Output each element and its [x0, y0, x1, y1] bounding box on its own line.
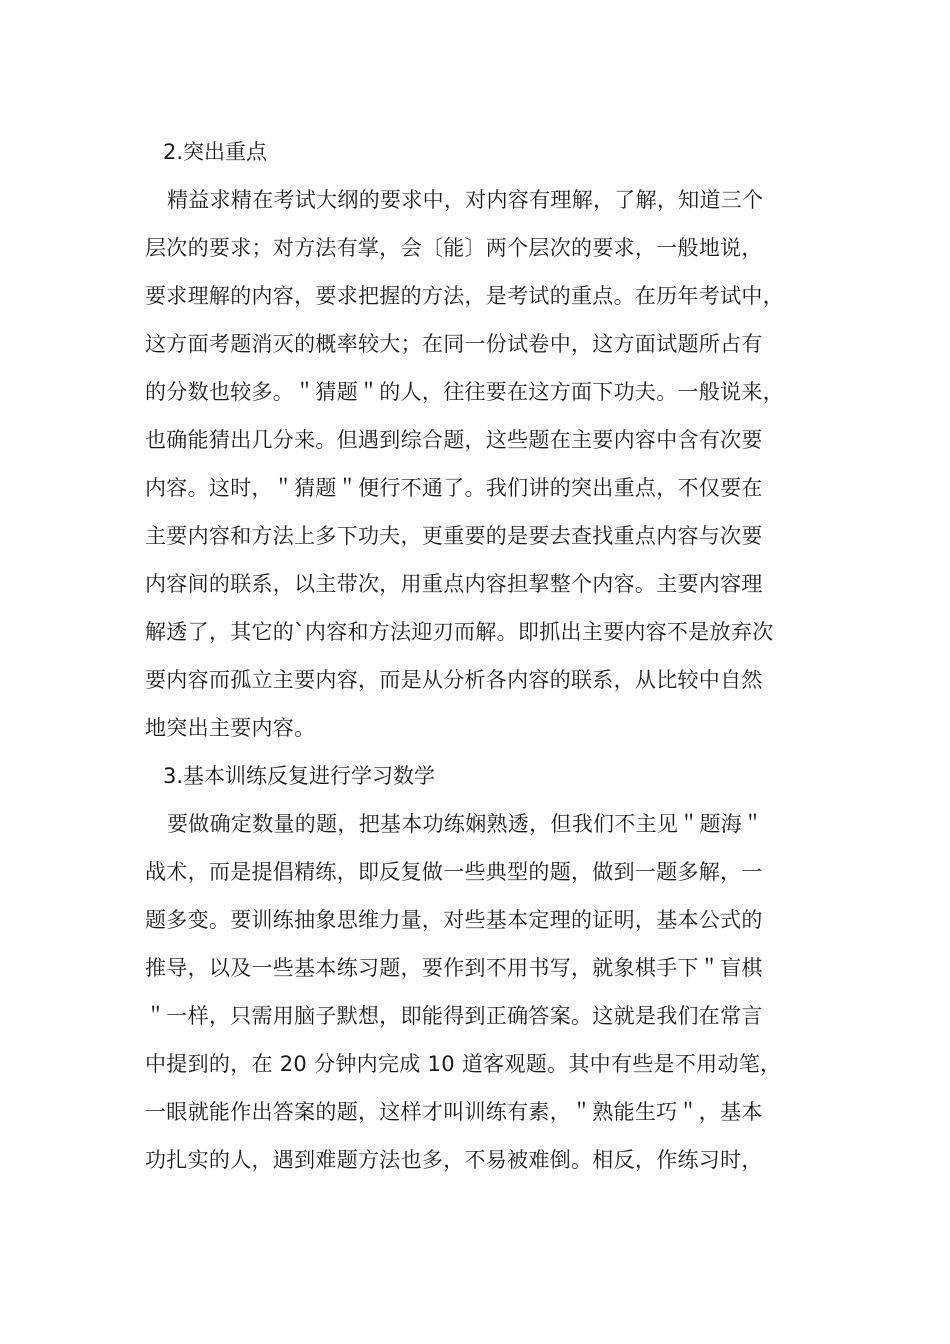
paragraph-line: 一眼就能作出答案的题，这样才叫训练有素，＂熟能生巧＂，基本 — [145, 1100, 763, 1124]
document-page — [145, 128, 825, 1184]
paragraph-line: 精益求精在考试大纲的要求中，对内容有理解，了解，知道三个 — [167, 188, 764, 212]
paragraph-line: 功扎实的人，遇到难题方法也多，不易被难倒。相反，作练习时， — [145, 1148, 763, 1172]
section-2-heading: 2.突出重点 — [163, 140, 268, 164]
section-3-body — [145, 800, 825, 1184]
paragraph-line: 中提到的，在 20 分钟内完成 10 道客观题。其中有些是不用动笔， — [145, 1052, 782, 1076]
paragraph-line: 内容间的联系，以主带次，用重点内容担挈整个内容。主要内容理 — [145, 572, 763, 596]
paragraph-line: 内容。这时，＂猜题＂便行不通了。我们讲的突出重点，不仅要在 — [145, 476, 763, 500]
paragraph-line: 地突出主要内容。 — [145, 716, 316, 740]
paragraph-line: 这方面考题消灭的概率较大；在同一份试卷中，这方面试题所占有 — [145, 332, 763, 356]
paragraph-line: 要做确定数量的题，把基本功练娴熟透，但我们不主见＂题海＂ — [167, 812, 764, 836]
paragraph-line: 战术，而是提倡精练，即反复做一些典型的题，做到一题多解，一 — [145, 860, 763, 884]
paragraph-line: 也确能猜出几分来。但遇到综合题，这些题在主要内容中含有次要 — [145, 428, 763, 452]
section-3-heading: 3.基本训练反复进行学习数学 — [163, 764, 436, 788]
paragraph-line: 要内容而孤立主要内容，而是从分析各内容的联系，从比较中自然 — [145, 668, 763, 692]
paragraph-line: 的分数也较多。＂猜题＂的人，往往要在这方面下功夫。一般说来， — [145, 380, 784, 404]
section-2-body — [145, 176, 825, 752]
paragraph-line: 解透了，其它的`内容和方法迎刃而解。即抓出主要内容不是放弃次 — [145, 620, 774, 644]
paragraph-line: 要求理解的内容，要求把握的方法，是考试的重点。在历年考试中， — [145, 284, 784, 308]
paragraph-line: 主要内容和方法上多下功夫，更重要的是要去查找重点内容与次要 — [145, 524, 763, 548]
paragraph-line: 推导，以及一些基本练习题，要作到不用书写，就象棋手下＂盲棋 — [145, 956, 763, 980]
paragraph-line: ＂一样，只需用脑子默想，即能得到正确答案。这就是我们在常言 — [145, 1004, 763, 1028]
paragraph-line: 题多变。要训练抽象思维力量，对些基本定理的证明，基本公式的 — [145, 908, 763, 932]
paragraph-line: 层次的要求；对方法有掌，会〔能〕两个层次的要求，一般地说， — [145, 236, 763, 260]
